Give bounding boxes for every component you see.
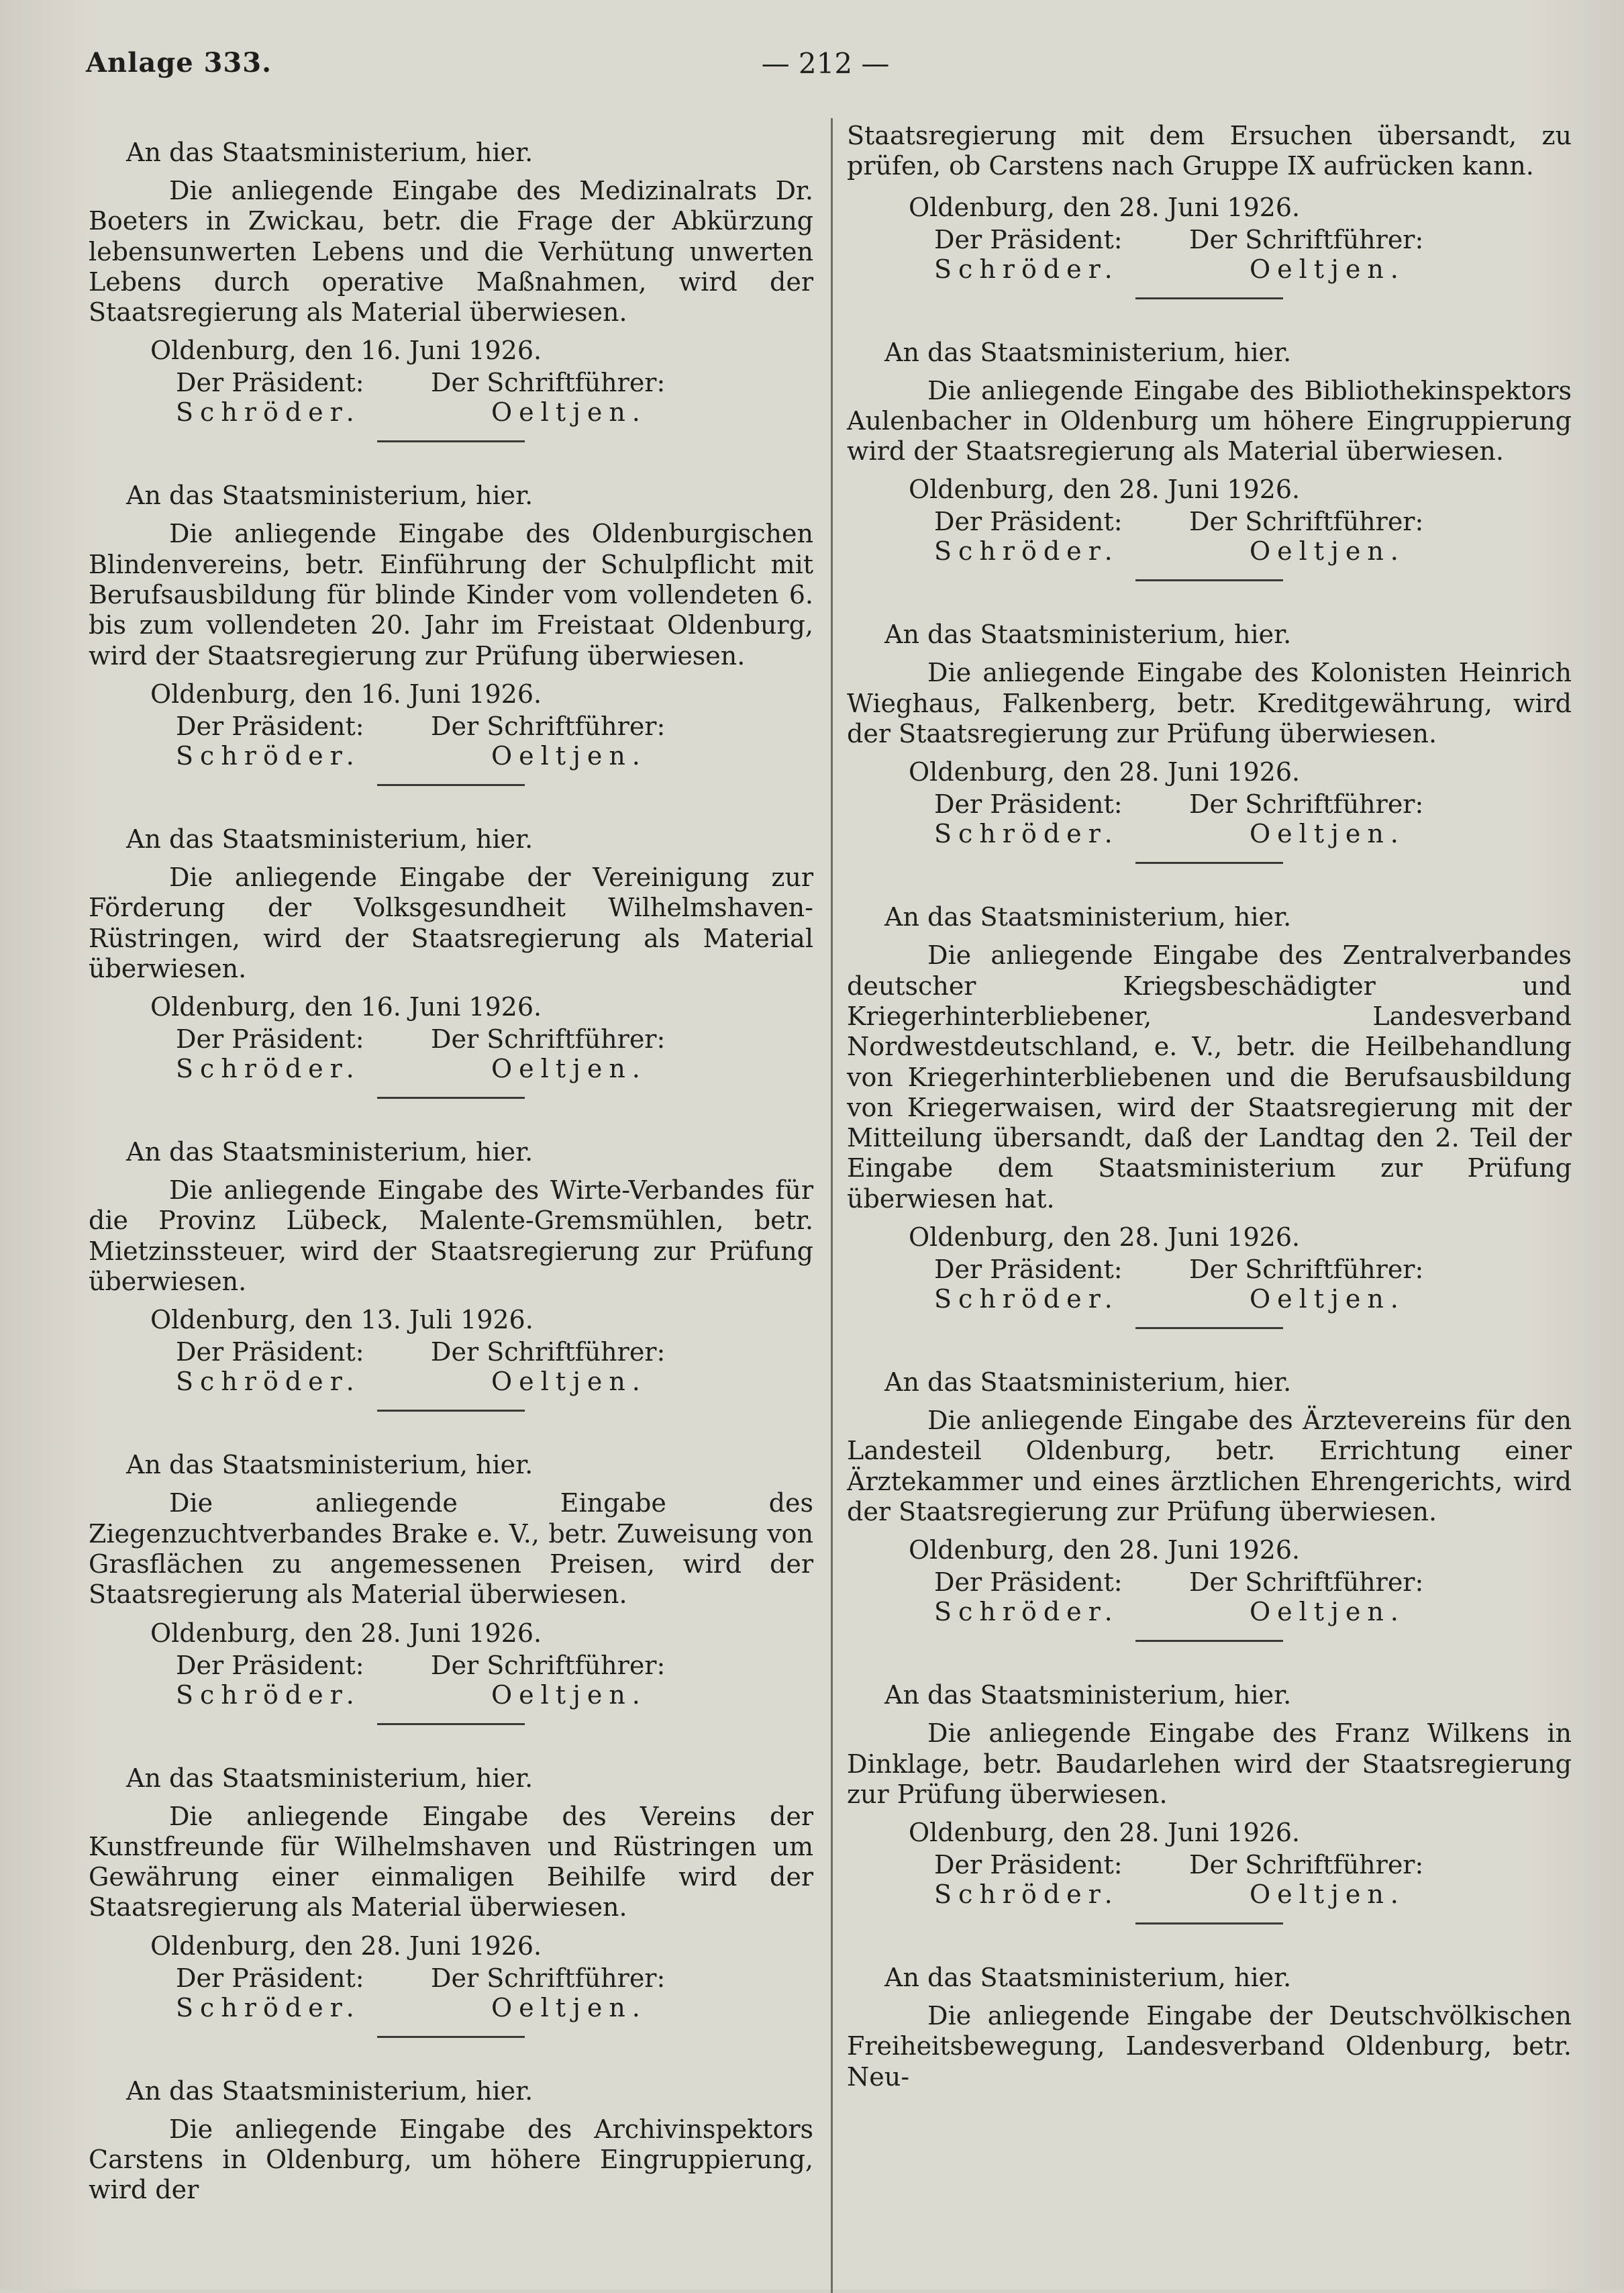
continuation-body: Staatsregierung mit dem Ersuchen übersandt, zu prüfen, ob Carstens nach Gruppe IX aufrücken kann. <box>847 121 1572 181</box>
entry-body: Die anliegende Eingabe des Wirte-Verbandes für die Provinz Lübeck, Malente-Gremsmühlen, betr. Mietzinssteuer, wird der Staatsregierung zur Prüfung überwiesen. <box>89 1175 813 1297</box>
signature-names <box>89 741 813 771</box>
entry <box>89 824 813 1099</box>
entry <box>89 480 813 785</box>
secretary-name: Oeltjen. <box>491 397 647 428</box>
separator-rule <box>377 1097 525 1099</box>
separator-rule <box>1135 579 1283 581</box>
separator-rule <box>377 2036 525 2038</box>
entry-address: An das Staatsministerium, hier. <box>126 2076 534 2106</box>
entry-body: Die anliegende Eingabe des Franz Wilkens in Dinklage, betr. Baudarlehen wird der Staatsregierung zur Prüfung überwiesen. <box>847 1718 1572 1809</box>
president-label: Der Präsident: <box>176 368 364 398</box>
signature-labels <box>89 1024 813 1054</box>
separator-rule <box>377 1410 525 1412</box>
secretary-name: Oeltjen. <box>491 1992 647 2022</box>
entry-body: Die anliegende Eingabe des Kolonisten Heinrich Wieghaus, Falkenberg, betr. Kreditgewährung, wird der Staatsregierung zur Prüfung überwiesen. <box>847 658 1572 749</box>
president-name: Schröder. <box>934 1284 1119 1314</box>
entry-address: An das Staatsministerium, hier. <box>884 1963 1292 1993</box>
signature-labels <box>847 507 1572 536</box>
entry-place-date: Oldenburg, den 28. Juni 1926. <box>909 1222 1301 1253</box>
signature-labels <box>89 1651 813 1680</box>
secretary-label: Der Schriftführer: <box>1189 1255 1424 1285</box>
signature-names <box>89 1680 813 1710</box>
signature-names <box>89 1993 813 2022</box>
entry-body: Die anliegende Eingabe des Medizinalrats Dr. Boeters in Zwickau, betr. die Frage der Abkürzung lebensunwerten Lebens und die Verhütung unwerten Lebens durch operative Maßnahmen, wird der Staatsregierung als Material überwiesen. <box>89 176 813 328</box>
signature-labels <box>847 1255 1572 1284</box>
president-label: Der Präsident: <box>934 1567 1123 1598</box>
entry-continued <box>847 1962 1572 2092</box>
secretary-name: Oeltjen. <box>491 1054 647 1084</box>
entry-address: An das Staatsministerium, hier. <box>126 1137 534 1167</box>
president-label: Der Präsident: <box>176 1650 364 1680</box>
secretary-label: Der Schriftführer: <box>431 1024 666 1055</box>
entry <box>89 137 813 442</box>
entry-body: Die anliegende Eingabe des Ärztevereins für den Landesteil Oldenburg, betr. Errichtung einer Ärztekammer und eines ärztlichen Ehrengerichts, wird der Staatsregierung zur Prüfung überwiesen. <box>847 1406 1572 1526</box>
entry-place-date: Oldenburg, den 28. Juni 1926. <box>909 757 1301 787</box>
separator-rule <box>1135 862 1283 864</box>
column-divider <box>831 118 833 2293</box>
secretary-name: Oeltjen. <box>491 1367 647 1397</box>
president-label: Der Präsident: <box>934 789 1123 820</box>
signature-names <box>847 254 1572 284</box>
entry <box>847 901 1572 1329</box>
secretary-label: Der Schriftführer: <box>431 1337 666 1367</box>
signature-names <box>89 397 813 427</box>
entry-body: Die anliegende Eingabe des Oldenburgischen Blindenvereins, betr. Einführung der Schulpflicht mit Berufsausbildung für blinde Kinder vom vollendeten 6. bis zum vollendeten 20. Jahr im Freistaat Oldenburg, wird der Staatsregierung zur Prüfung überwiesen. <box>89 519 813 671</box>
entry-place-date: Oldenburg, den 28. Juni 1926. <box>909 1535 1301 1565</box>
entry-body: Die anliegende Eingabe des Zentralverbandes deutscher Kriegsbeschädigter und Kriegerhinterbliebener, Landesverband Nordwestdeutschland, e. V., betr. die Heilbehandlung von Kriegerhinterbliebenen und die Berufsausbildung von Kriegerwaisen, wird der Staatsregierung mit der Mitteilung übersandt, daß der Landtag den 2. Teil der Eingabe dem Staatsministerium zur Prüfung überwiesen hat. <box>847 940 1572 1214</box>
president-label: Der Präsident: <box>176 1337 364 1367</box>
secretary-label: Der Schriftführer: <box>431 711 666 741</box>
entry-continuation <box>847 121 1572 299</box>
president-label: Der Präsident: <box>934 507 1123 537</box>
separator-rule <box>377 784 525 786</box>
entry-place-date: Oldenburg, den 28. Juni 1926. <box>150 1931 542 1961</box>
signature-names <box>847 536 1572 566</box>
signature-labels <box>89 1963 813 1993</box>
president-name: Schröder. <box>176 397 361 428</box>
signature-names <box>847 1880 1572 1909</box>
signature-labels <box>847 225 1572 254</box>
entry-address: An das Staatsministerium, hier. <box>884 902 1292 932</box>
entry-address: An das Staatsministerium, hier. <box>126 1450 534 1480</box>
signature-labels <box>847 1567 1572 1597</box>
president-name: Schröder. <box>934 254 1119 284</box>
president-name: Schröder. <box>176 1054 361 1084</box>
secretary-label: Der Schriftführer: <box>431 1963 666 1993</box>
signature-names <box>89 1054 813 1083</box>
entry-address: An das Staatsministerium, hier. <box>126 1763 534 1793</box>
president-label: Der Präsident: <box>176 1963 364 1993</box>
entry-place-date: Oldenburg, den 28. Juni 1926. <box>909 192 1301 222</box>
entry-place-date: Oldenburg, den 16. Juni 1926. <box>150 992 542 1022</box>
secretary-name: Oeltjen. <box>1250 1880 1405 1910</box>
signature-labels <box>89 368 813 397</box>
president-name: Schröder. <box>176 1679 361 1710</box>
secretary-name: Oeltjen. <box>1250 254 1405 284</box>
signature-names <box>847 819 1572 848</box>
president-label: Der Präsident: <box>176 711 364 741</box>
secretary-label: Der Schriftführer: <box>1189 224 1424 254</box>
secretary-label: Der Schriftführer: <box>431 1650 666 1680</box>
signature-labels <box>89 712 813 741</box>
entry-body: Die anliegende Eingabe des Bibliothekinspektors Aulenbacher in Oldenburg um höhere Eingruppierung wird der Staatsregierung als Material überwiesen. <box>847 375 1572 467</box>
entry-address: An das Staatsministerium, hier. <box>884 1367 1292 1398</box>
entry <box>847 1679 1572 1924</box>
entry-address: An das Staatsministerium, hier. <box>884 337 1292 367</box>
entry-address: An das Staatsministerium, hier. <box>126 824 534 854</box>
entry-place-date: Oldenburg, den 13. Juli 1926. <box>150 1305 534 1335</box>
entry-address: An das Staatsministerium, hier. <box>884 1680 1292 1710</box>
president-label: Der Präsident: <box>934 1255 1123 1285</box>
secretary-label: Der Schriftführer: <box>1189 507 1424 537</box>
president-name: Schröder. <box>176 1992 361 2022</box>
secretary-name: Oeltjen. <box>1250 819 1405 849</box>
entry-body: Die anliegende Eingabe der Vereinigung zur Förderung der Volksgesundheit Wilhelmshaven-Rüstringen, wird der Staatsregierung als Material überwiesen. <box>89 862 813 983</box>
president-label: Der Präsident: <box>934 224 1123 254</box>
entry <box>89 1763 813 2038</box>
entry-place-date: Oldenburg, den 28. Juni 1926. <box>909 1818 1301 1848</box>
secretary-label: Der Schriftführer: <box>1189 1567 1424 1598</box>
secretary-name: Oeltjen. <box>1250 536 1405 567</box>
secretary-label: Der Schriftführer: <box>1189 1850 1424 1880</box>
entry-address: An das Staatsministerium, hier. <box>884 620 1292 650</box>
secretary-name: Oeltjen. <box>491 740 647 771</box>
signature-labels <box>847 789 1572 819</box>
signature-labels <box>847 1850 1572 1880</box>
president-name: Schröder. <box>934 1597 1119 1627</box>
entry-body: Die anliegende Eingabe des Archivinspektors Carstens in Oldenburg, um höhere Eingruppierung, wird der <box>89 2114 813 2205</box>
president-name: Schröder. <box>934 536 1119 567</box>
entry <box>89 1136 813 1412</box>
separator-rule <box>1135 297 1283 299</box>
page-number: — 212 — <box>761 47 890 80</box>
entry <box>89 1449 813 1724</box>
secretary-label: Der Schriftführer: <box>1189 789 1424 820</box>
right-column <box>847 121 1572 2092</box>
entry-place-date: Oldenburg, den 28. Juni 1926. <box>150 1618 542 1648</box>
separator-rule <box>1135 1640 1283 1642</box>
entry-address: An das Staatsministerium, hier. <box>126 138 534 167</box>
left-column <box>89 121 813 2206</box>
entry-body: Die anliegende Eingabe des Ziegenzuchtverbandes Brake e. V., betr. Zuweisung von Grasflächen zu angemessenen Preisen, wird der Staatsregierung als Material überwiesen. <box>89 1488 813 1610</box>
signature-names <box>89 1367 813 1396</box>
entry-place-date: Oldenburg, den 16. Juni 1926. <box>150 679 542 709</box>
separator-rule <box>1135 1922 1283 1924</box>
entry-continued <box>89 2076 813 2206</box>
secretary-name: Oeltjen. <box>491 1679 647 1710</box>
president-name: Schröder. <box>934 819 1119 849</box>
secretary-name: Oeltjen. <box>1250 1597 1405 1627</box>
entry-place-date: Oldenburg, den 16. Juni 1926. <box>150 336 542 366</box>
president-label: Der Präsident: <box>934 1850 1123 1880</box>
entry-body: Die anliegende Eingabe der Deutschvölkischen Freiheitsbewegung, Landesverband Oldenburg, betr. Neu- <box>847 2001 1572 2092</box>
page-header <box>0 47 1624 94</box>
secretary-name: Oeltjen. <box>1250 1284 1405 1314</box>
separator-rule <box>377 440 525 442</box>
entry <box>847 1367 1572 1642</box>
signature-labels <box>89 1337 813 1367</box>
president-name: Schröder. <box>934 1880 1119 1910</box>
separator-rule <box>377 1723 525 1725</box>
president-name: Schröder. <box>176 1367 361 1397</box>
separator-rule <box>1135 1327 1283 1329</box>
entry <box>847 337 1572 582</box>
entry-place-date: Oldenburg, den 28. Juni 1926. <box>909 475 1301 505</box>
signature-names <box>847 1284 1572 1314</box>
president-label: Der Präsident: <box>176 1024 364 1055</box>
entry <box>847 619 1572 864</box>
secretary-label: Der Schriftführer: <box>431 368 666 398</box>
entry-body: Die anliegende Eingabe des Vereins der Kunstfreunde für Wilhelmshaven und Rüstringen um Gewährung einer einmaligen Beihilfe wird der Staatsregierung als Material überwiesen. <box>89 1801 813 1922</box>
signature-names <box>847 1597 1572 1626</box>
president-name: Schröder. <box>176 740 361 771</box>
annex-label: Anlage 333. <box>86 47 272 79</box>
entry-address: An das Staatsministerium, hier. <box>126 481 534 511</box>
